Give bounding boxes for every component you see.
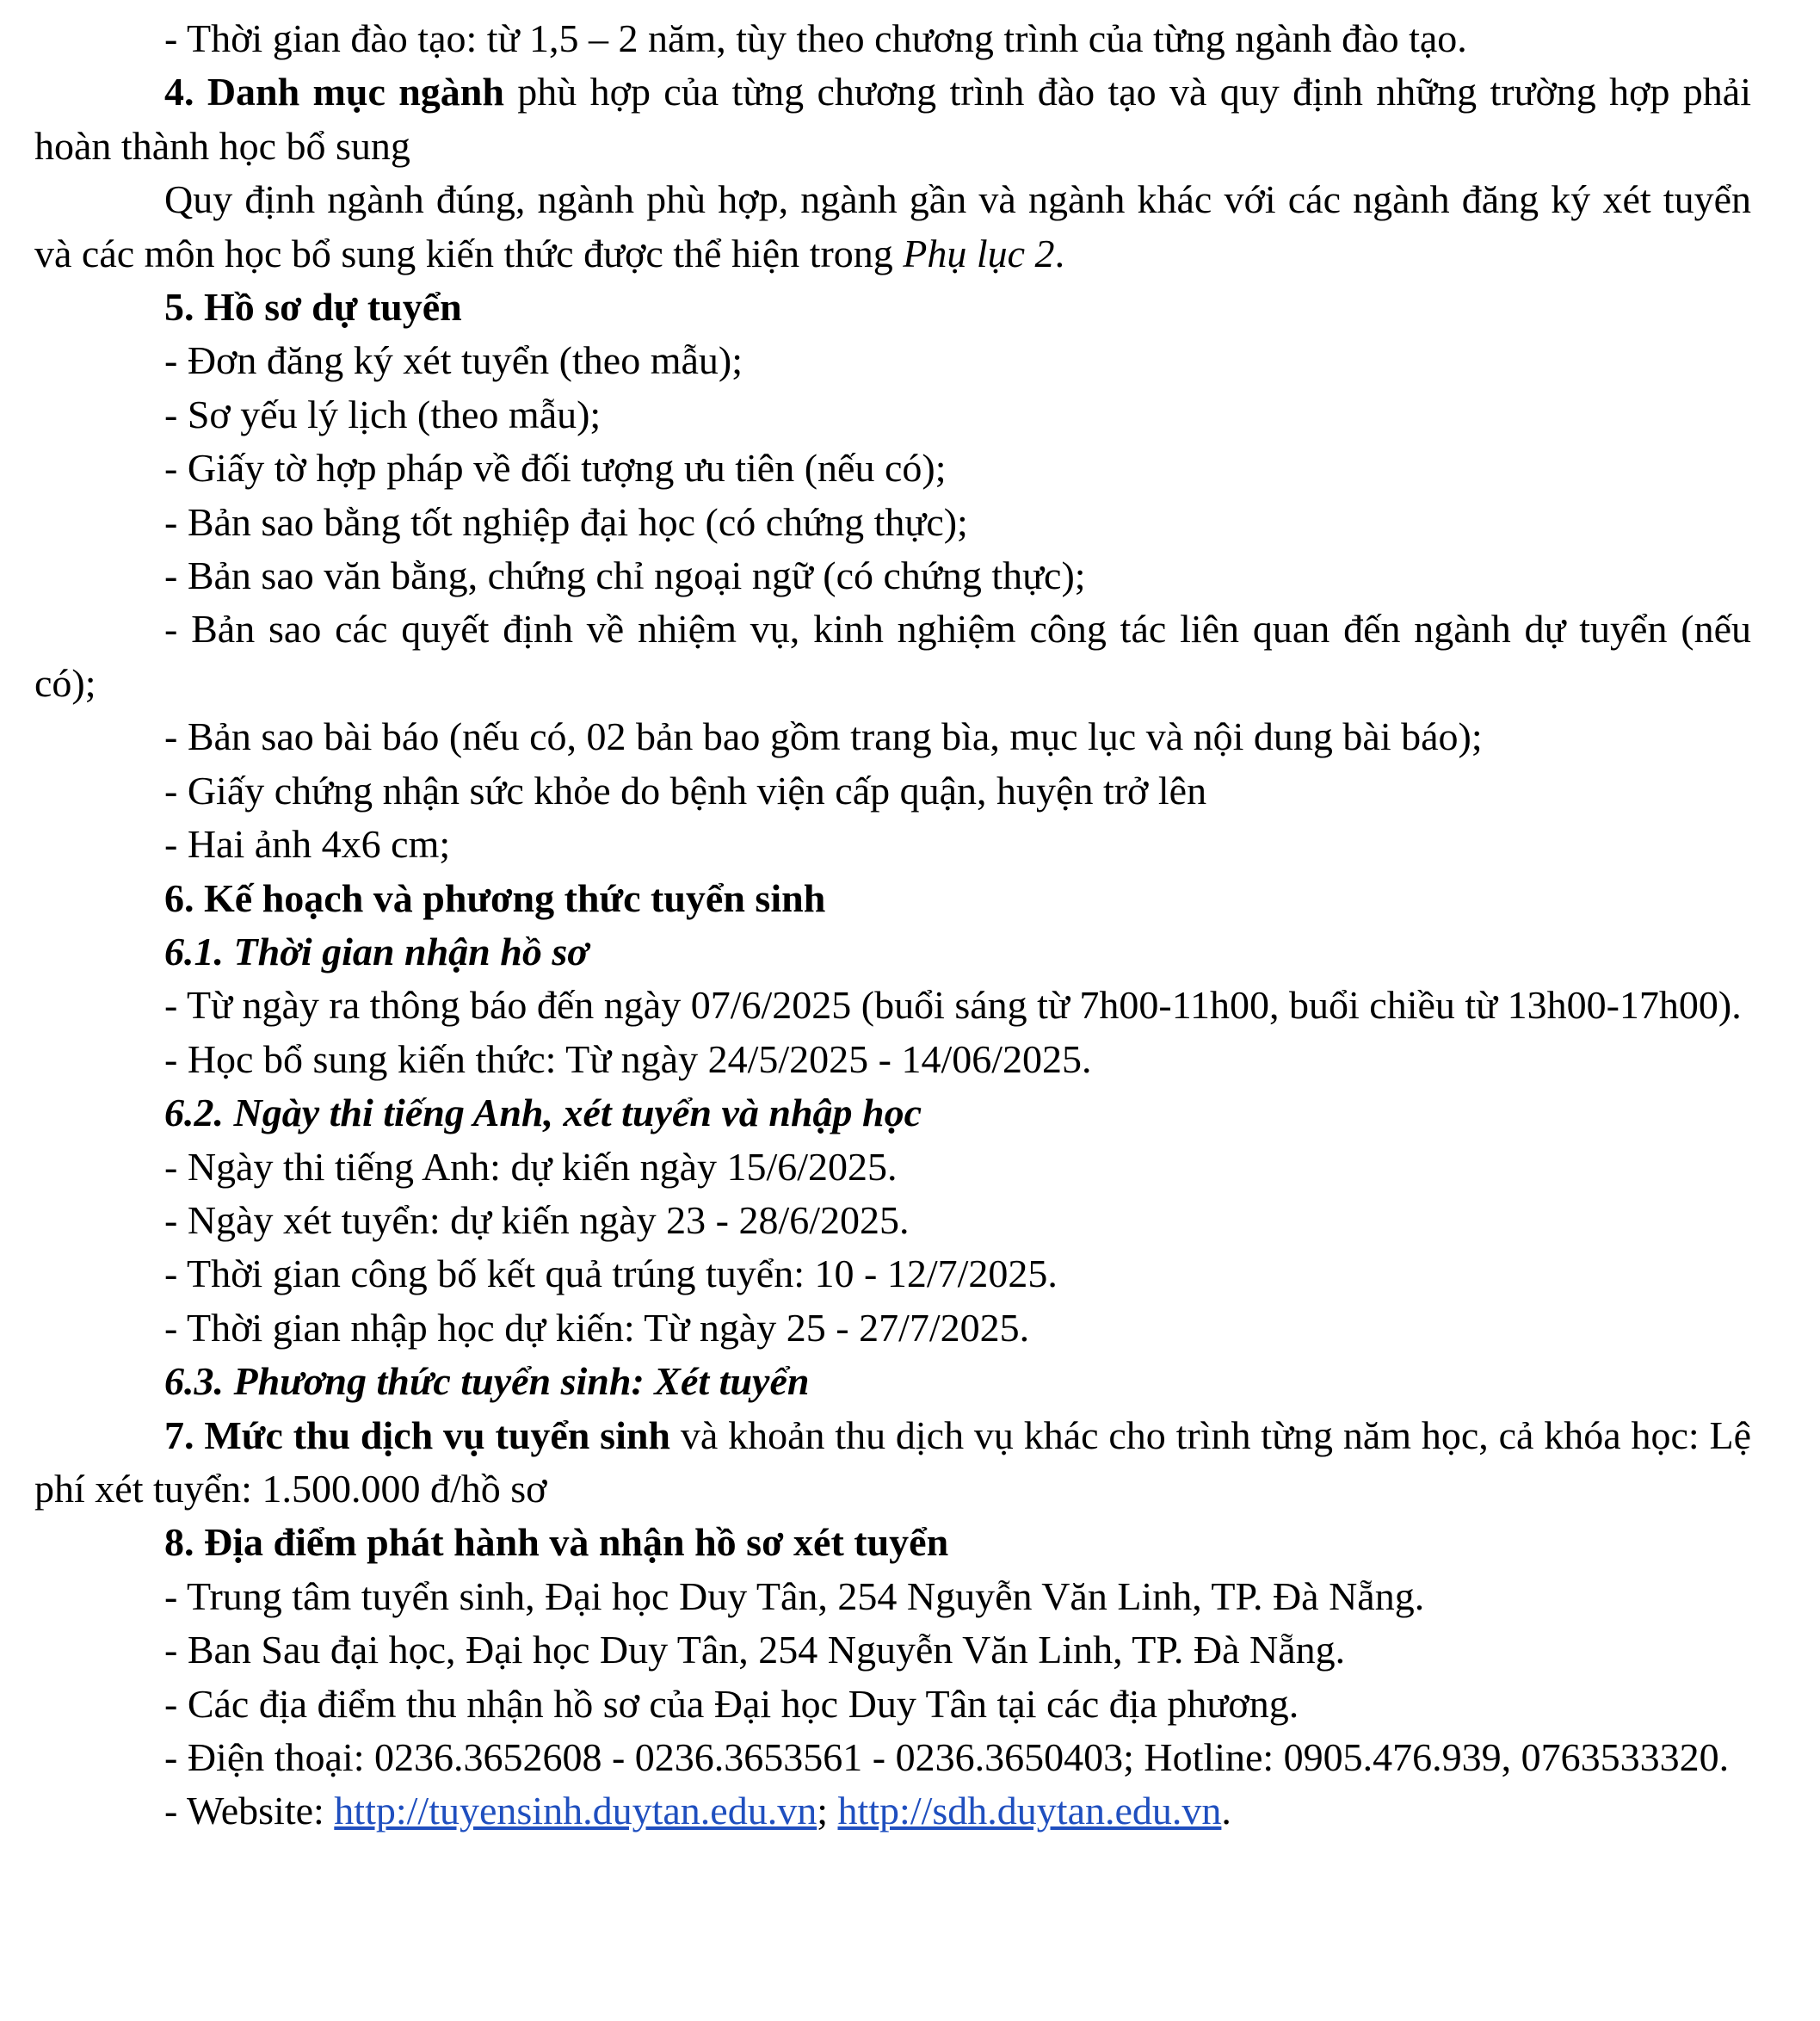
- appendix-reference: Phụ lục 2: [903, 231, 1055, 275]
- list-item: - Ban Sau đại học, Đại học Duy Tân, 254 Nguyễn Văn Linh, TP. Đà Nẵng.: [164, 1628, 1346, 1672]
- list-item: - Giấy chứng nhận sức khỏe do bệnh viện cấp quận, huyện trở lên: [164, 768, 1207, 813]
- section-6-3-heading: 6.3. Phương thức tuyển sinh: Xét tuyển: [164, 1359, 810, 1404]
- section-6-heading: 6. Kế hoạch và phương thức tuyển sinh: [164, 875, 826, 920]
- website-line: [34, 1784, 1751, 1838]
- list-item: - Ngày thi tiếng Anh: dự kiến ngày 15/6/2025.: [164, 1144, 898, 1189]
- list-item: - Bản sao bằng tốt nghiệp đại học (có chứng thực);: [164, 499, 968, 544]
- section-4-body-end: .: [1054, 231, 1065, 275]
- training-duration-line: - Thời gian đào tạo: từ 1,5 – 2 năm, tùy theo chương trình của từng ngành đào tạo.: [164, 16, 1467, 60]
- list-item: - Từ ngày ra thông báo đến ngày 07/6/2025 (buổi sáng từ 7h00-11h00, buổi chiều từ 13h00-17h00).: [164, 983, 1742, 1028]
- section-5-heading: 5. Hồ sơ dự tuyển: [164, 285, 462, 330]
- list-item: - Trung tâm tuyển sinh, Đại học Duy Tân, 254 Nguyễn Văn Linh, TP. Đà Nẵng.: [164, 1573, 1425, 1618]
- graduate-link[interactable]: http://sdh.duytan.edu.vn: [837, 1789, 1222, 1833]
- list-item: - Thời gian nhập học dự kiến: Từ ngày 25 - 27/7/2025.: [164, 1305, 1030, 1350]
- section-7-paragraph: [34, 1409, 1751, 1517]
- section-4-paragraph: [34, 65, 1751, 173]
- list-item: - Bản sao các quyết định về nhiệm vụ, kinh nghiệm công tác liên quan đến ngành dự tuyển (nếu có);: [34, 607, 1751, 705]
- section-6-1-heading: 6.1. Thời gian nhận hồ sơ: [164, 929, 589, 973]
- website-label: - Website:: [164, 1789, 335, 1833]
- list-item: - Giấy tờ hợp pháp về đối tượng ưu tiên (nếu có);: [164, 446, 947, 491]
- list-item: - Ngày xét tuyển: dự kiến ngày 23 - 28/6/2025.: [164, 1197, 910, 1242]
- section-8-heading: 8. Địa điểm phát hành và nhận hồ sơ xét tuyển: [164, 1520, 949, 1565]
- list-item: - Học bổ sung kiến thức: Từ ngày 24/5/2025 - 14/06/2025.: [164, 1036, 1092, 1081]
- website-end: .: [1221, 1789, 1231, 1833]
- section-4-body-text: Quy định ngành đúng, ngành phù hợp, ngành gần và ngành khác với các ngành đăng ký xét tuyển và các môn học bổ sung kiến thức được thể hiện trong: [34, 177, 1751, 275]
- list-item: - Các địa điểm thu nhận hồ sơ của Đại học Duy Tân tại các địa phương.: [164, 1681, 1299, 1726]
- list-item: - Đơn đăng ký xét tuyển (theo mẫu);: [164, 338, 743, 383]
- list-item: - Bản sao bài báo (nếu có, 02 bản bao gồm trang bìa, mục lục và nội dung bài báo);: [164, 714, 1483, 759]
- list-item: - Sơ yếu lý lịch (theo mẫu);: [164, 392, 602, 436]
- admissions-link[interactable]: http://tuyensinh.duytan.edu.vn: [334, 1789, 817, 1833]
- section-4-heading-rest: phù hợp của từng chương trình đào tạo và quy định những trường hợp phải hoàn thành học bổ sung: [34, 70, 1751, 168]
- list-item: - Điện thoại: 0236.3652608 - 0236.3653561 - 0236.3650403; Hotline: 0905.476.939, 0763533320.: [164, 1735, 1730, 1779]
- list-item: - Thời gian công bố kết quả trúng tuyển: 10 - 12/7/2025.: [164, 1252, 1058, 1296]
- website-separator: ;: [817, 1789, 838, 1833]
- section-7-heading-rest: và khoản thu dịch vụ khác cho trình từng năm học, cả khóa học: Lệ phí xét tuyển: 1.500.000 đ/hồ sơ: [34, 1412, 1751, 1511]
- list-item: - Hai ảnh 4x6 cm;: [164, 822, 451, 867]
- list-item: - Bản sao văn bằng, chứng chỉ ngoại ngữ (có chứng thực);: [164, 553, 1086, 598]
- section-7-heading: 7. Mức thu dịch vụ tuyển sinh: [164, 1412, 671, 1457]
- section-4-heading: 4. Danh mục ngành: [164, 70, 504, 114]
- section-4-body: [34, 173, 1751, 281]
- section-6-2-heading: 6.2. Ngày thi tiếng Anh, xét tuyển và nhập học: [164, 1091, 922, 1135]
